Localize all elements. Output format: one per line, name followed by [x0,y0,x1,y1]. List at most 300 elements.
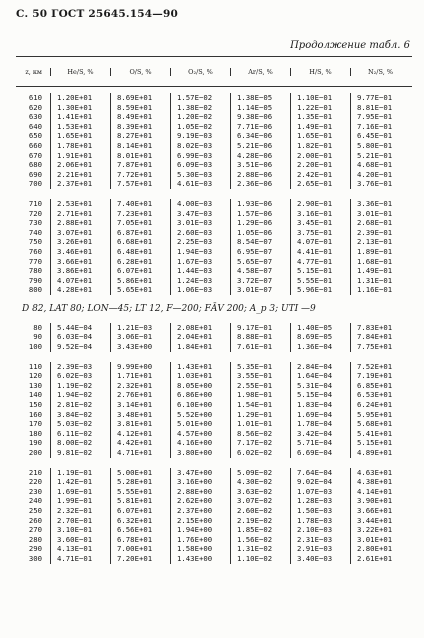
n2-cell: 1.49E−01 [350,266,410,276]
column-header-h: H/S, % [290,68,350,76]
o2-cell: 1.05E−02 [170,122,230,132]
he-cell: 1.91E+01 [50,151,110,161]
altitude-cell: 210 [28,467,42,477]
he-cell: 3.66E+01 [50,257,110,267]
altitude-cell: 640 [28,121,42,131]
column-header-ar: Ar/S, % [230,68,290,76]
row-block-3 [16,323,412,352]
table-row [16,554,412,564]
table-row [16,371,412,381]
he-cell: 4.28E+01 [50,285,110,295]
o-cell: 8.14E+01 [110,141,170,151]
h-cell: 2.10E−03 [290,525,350,535]
o-cell: 7.57E+01 [110,179,170,189]
altitude-cell: 630 [28,112,42,122]
o-cell: 3.81E+01 [110,419,170,429]
ar-cell: 3.01E−07 [230,285,290,295]
n2-cell: 3.76E−01 [350,179,410,189]
o2-cell: 1.03E+01 [170,371,230,381]
altitude-cell: 730 [28,218,42,228]
table-row [16,122,412,132]
o2-cell: 1.20E−02 [170,112,230,122]
altitude-cell: 240 [28,496,42,506]
table-row [16,332,412,342]
column-header-altitude: z, км [25,67,42,76]
table-row [16,410,412,420]
o2-cell: 4.57E+00 [170,429,230,439]
o-cell: 6.56E+01 [110,525,170,535]
h-cell: 1.50E−03 [290,506,350,516]
o-cell: 7.00E+01 [110,544,170,554]
o2-cell: 2.62E+00 [170,496,230,506]
o2-cell: 6.10E+00 [170,400,230,410]
he-cell: 3.10E−01 [50,525,110,535]
o-cell: 7.72E+01 [110,170,170,180]
o2-cell: 2.04E+01 [170,332,230,342]
he-cell: 2.21E+01 [50,170,110,180]
he-cell: 2.70E−01 [50,516,110,526]
altitude-cell: 250 [28,505,42,515]
ar-cell: 3.55E−01 [230,371,290,381]
h-cell: 2.31E−03 [290,535,350,545]
altitude-cell: 680 [28,160,42,170]
altitude-cell: 660 [28,140,42,150]
table-row [16,266,412,276]
table-row [16,237,412,247]
o-cell: 6.07E+01 [110,506,170,516]
ar-cell: 7.71E−06 [230,122,290,132]
o-cell: 8.39E+01 [110,122,170,132]
o-cell: 7.40E+01 [110,199,170,209]
altitude-cell: 180 [28,428,42,438]
n2-cell: 5.15E+01 [350,438,410,448]
ar-cell: 1.14E−05 [230,103,290,113]
table-row [16,525,412,535]
o-cell: 7.23E+01 [110,209,170,219]
h-cell: 2.42E−01 [290,170,350,180]
table-row [16,103,412,113]
he-cell: 6.03E−04 [50,332,110,342]
altitude-cell: 160 [28,409,42,419]
n2-cell: 5.80E−01 [350,141,410,151]
ar-cell: 5.65E−07 [230,257,290,267]
o2-cell: 2.88E+00 [170,487,230,497]
table-row [16,276,412,286]
o-cell: 5.65E+01 [110,285,170,295]
n2-cell: 3.36E−01 [350,199,410,209]
he-cell: 1.99E−01 [50,496,110,506]
he-cell: 1.53E+01 [50,122,110,132]
o2-cell: 1.06E−03 [170,285,230,295]
table-row [16,141,412,151]
table-row [16,247,412,257]
n2-cell: 4.63E+01 [350,468,410,478]
o-cell: 8.27E+01 [110,131,170,141]
he-cell: 3.60E−01 [50,535,110,545]
table-row [16,448,412,458]
o-cell: 4.71E+01 [110,448,170,458]
ar-cell: 1.01E−01 [230,419,290,429]
he-cell: 9.81E−02 [50,448,110,458]
o-cell: 3.06E−01 [110,332,170,342]
table-row [16,496,412,506]
altitude-cell: 790 [28,275,42,285]
o-cell: 4.42E+01 [110,438,170,448]
h-cell: 3.75E−01 [290,228,350,238]
ar-cell: 1.29E−01 [230,410,290,420]
h-cell: 1.69E−04 [290,410,350,420]
ar-cell: 1.93E−06 [230,199,290,209]
altitude-cell: 290 [28,544,42,554]
h-cell: 1.40E−05 [290,323,350,333]
he-cell: 1.65E+01 [50,131,110,141]
o2-cell: 8.02E−03 [170,141,230,151]
he-cell: 2.32E−01 [50,506,110,516]
o-cell: 4.12E+01 [110,429,170,439]
column-header-he: He/S, % [50,68,110,76]
he-cell: 4.07E+01 [50,276,110,286]
he-cell: 6.02E−03 [50,371,110,381]
o2-cell: 6.09E−03 [170,160,230,170]
n2-cell: 7.75E+01 [350,342,410,352]
column-header-o2: O₂/S, % [170,68,230,76]
ar-cell: 1.56E−02 [230,535,290,545]
he-cell: 1.94E−02 [50,390,110,400]
o-cell: 6.28E+01 [110,257,170,267]
o2-cell: 1.38E−02 [170,103,230,113]
n2-cell: 3.22E+01 [350,525,410,535]
he-cell: 3.84E−02 [50,410,110,420]
o2-cell: 2.15E+00 [170,516,230,526]
table-row [16,179,412,189]
table-row [16,342,412,352]
altitude-cell: 800 [28,285,42,295]
h-cell: 5.15E−01 [290,266,350,276]
o2-cell: 1.43E+00 [170,554,230,564]
o-cell: 1.21E−03 [110,323,170,333]
ar-cell: 6.02E−02 [230,448,290,458]
h-cell: 5.71E−04 [290,438,350,448]
ar-cell: 1.05E−06 [230,228,290,238]
n2-cell: 7.84E+01 [350,332,410,342]
altitude-cell: 280 [28,534,42,544]
n2-cell: 8.81E−01 [350,103,410,113]
o2-cell: 3.80E+00 [170,448,230,458]
ar-cell: 5.21E−06 [230,141,290,151]
altitude-cell: 190 [28,438,42,448]
h-cell: 1.22E−01 [290,103,350,113]
altitude-cell: 230 [28,486,42,496]
o-cell: 5.00E+01 [110,468,170,478]
n2-cell: 1.89E−01 [350,247,410,257]
table-row [16,362,412,372]
h-cell: 1.83E−04 [290,400,350,410]
table-row [16,93,412,103]
n2-cell: 5.21E−01 [350,151,410,161]
n2-cell: 4.68E−01 [350,160,410,170]
o-cell: 5.86E+01 [110,276,170,286]
table-row [16,468,412,478]
table-section-caption: D 82, LAT 80; LON—45; LT 12, F—200; FĀV 200; A_p 3; UTI —9 [22,303,316,314]
o-cell: 7.20E+01 [110,554,170,564]
altitude-cell: 130 [28,380,42,390]
data-table [16,56,412,564]
o-cell: 8.49E+01 [110,112,170,122]
he-cell: 1.30E+01 [50,103,110,113]
o2-cell: 2.37E+00 [170,506,230,516]
ar-cell: 3.72E−07 [230,276,290,286]
table-row [16,381,412,391]
column-header-n2: N₂/S, % [350,68,410,76]
ar-cell: 6.95E−07 [230,247,290,257]
n2-cell: 2.13E−01 [350,237,410,247]
h-cell: 6.69E−04 [290,448,350,458]
h-cell: 1.78E−03 [290,516,350,526]
he-cell: 6.11E−02 [50,429,110,439]
o-cell: 8.59E+01 [110,103,170,113]
h-cell: 2.90E−01 [290,199,350,209]
n2-cell: 1.68E−01 [350,257,410,267]
table-row [16,218,412,228]
h-cell: 1.78E−04 [290,419,350,429]
o2-cell: 3.47E+00 [170,468,230,478]
o-cell: 1.71E+01 [110,371,170,381]
h-cell: 1.64E−04 [290,371,350,381]
he-cell: 3.46E+01 [50,247,110,257]
ar-cell: 6.34E−06 [230,131,290,141]
n2-cell: 2.39E−01 [350,228,410,238]
he-cell: 1.69E−01 [50,487,110,497]
ar-cell: 9.17E−01 [230,323,290,333]
ar-cell: 4.30E−02 [230,477,290,487]
row-block-5 [16,468,412,564]
o2-cell: 1.43E+01 [170,362,230,372]
o2-cell: 2.25E−03 [170,237,230,247]
o2-cell: 1.94E−03 [170,247,230,257]
page-header: С. 50 ГОСТ 25645.154—90 [16,8,178,20]
o2-cell: 1.58E+00 [170,544,230,554]
altitude-cell: 110 [28,361,42,371]
o2-cell: 4.00E−03 [170,199,230,209]
altitude-cell: 90 [33,332,42,342]
h-cell: 2.84E−04 [290,362,350,372]
o-cell: 5.55E+01 [110,487,170,497]
he-cell: 1.19E−02 [50,381,110,391]
he-cell: 1.19E−01 [50,468,110,478]
n2-cell: 7.95E−01 [350,112,410,122]
n2-cell: 5.68E+01 [350,419,410,429]
table-row [16,170,412,180]
o2-cell: 5.30E−03 [170,170,230,180]
table-row [16,429,412,439]
o-cell: 6.07E+01 [110,266,170,276]
he-cell: 2.71E+01 [50,209,110,219]
table-row [16,516,412,526]
h-cell: 7.64E−04 [290,468,350,478]
he-cell: 2.39E−03 [50,362,110,372]
table-row [16,487,412,497]
o2-cell: 2.08E+01 [170,323,230,333]
h-cell: 4.07E−01 [290,237,350,247]
altitude-cell: 690 [28,169,42,179]
table-row [16,131,412,141]
he-cell: 5.44E−04 [50,323,110,333]
ar-cell: 1.85E−02 [230,525,290,535]
he-cell: 1.78E+01 [50,141,110,151]
he-cell: 2.37E+01 [50,179,110,189]
he-cell: 2.53E+01 [50,199,110,209]
h-cell: 3.16E−01 [290,209,350,219]
table-row [16,419,412,429]
ar-cell: 4.28E−06 [230,151,290,161]
altitude-cell: 200 [28,448,42,457]
he-cell: 2.81E−02 [50,400,110,410]
table-row [16,257,412,267]
n2-cell: 4.20E−01 [350,170,410,180]
row-block-2 [16,199,412,295]
altitude-cell: 120 [28,371,42,381]
o2-cell: 6.99E−03 [170,151,230,161]
o-cell: 6.32E+01 [110,516,170,526]
ar-cell: 1.38E−05 [230,93,290,103]
ar-cell: 2.55E−01 [230,381,290,391]
o2-cell: 1.84E+01 [170,342,230,352]
ar-cell: 5.09E−02 [230,468,290,478]
o2-cell: 1.57E−02 [170,93,230,103]
table-row [16,506,412,516]
he-cell: 3.86E+01 [50,266,110,276]
ar-cell: 5.35E−01 [230,362,290,372]
he-cell: 1.20E+01 [50,93,110,103]
o-cell: 3.48E+01 [110,410,170,420]
h-cell: 4.77E−01 [290,257,350,267]
he-cell: 3.26E+01 [50,237,110,247]
h-cell: 4.41E−01 [290,247,350,257]
altitude-cell: 140 [28,390,42,400]
o-cell: 6.48E+01 [110,247,170,257]
o2-cell: 1.67E−03 [170,257,230,267]
h-cell: 5.55E−01 [290,276,350,286]
o2-cell: 4.61E−03 [170,179,230,189]
ar-cell: 4.58E−07 [230,266,290,276]
h-cell: 5.31E−04 [290,381,350,391]
table-row [16,323,412,333]
ar-cell: 1.54E−01 [230,400,290,410]
table-row [16,199,412,209]
table-row [16,112,412,122]
h-cell: 3.40E−03 [290,554,350,564]
h-cell: 1.35E−01 [290,112,350,122]
n2-cell: 7.83E+01 [350,323,410,333]
o2-cell: 3.16E+00 [170,477,230,487]
ar-cell: 3.63E−02 [230,487,290,497]
table-row [16,438,412,448]
ar-cell: 1.31E−02 [230,544,290,554]
altitude-cell: 220 [28,477,42,487]
ar-cell: 3.07E−02 [230,496,290,506]
altitude-cell: 610 [28,93,42,102]
ar-cell: 1.98E−01 [230,390,290,400]
n2-cell: 4.89E+01 [350,448,410,458]
he-cell: 4.13E−01 [50,544,110,554]
he-cell: 8.00E−02 [50,438,110,448]
o-cell: 6.68E+01 [110,237,170,247]
he-cell: 9.52E−04 [50,342,110,352]
n2-cell: 3.01E−01 [350,209,410,219]
n2-cell: 3.66E+01 [350,506,410,516]
row-block-4 [16,362,412,458]
ar-cell: 9.38E−06 [230,112,290,122]
altitude-cell: 260 [28,515,42,525]
table-row [16,160,412,170]
h-cell: 2.91E−03 [290,544,350,554]
table-row [16,535,412,545]
altitude-cell: 770 [28,256,42,266]
table-row [16,209,412,219]
ar-cell: 2.19E−02 [230,516,290,526]
n2-cell: 2.80E+01 [350,544,410,554]
h-cell: 1.49E−01 [290,122,350,132]
altitude-cell: 670 [28,150,42,160]
n2-cell: 3.90E+01 [350,496,410,506]
he-cell: 5.03E−02 [50,419,110,429]
o2-cell: 5.52E+00 [170,410,230,420]
o2-cell: 1.94E+00 [170,525,230,535]
table-row [16,477,412,487]
h-cell: 3.42E−04 [290,429,350,439]
h-cell: 8.69E−05 [290,332,350,342]
n2-cell: 9.77E−01 [350,93,410,103]
o-cell: 2.32E+01 [110,381,170,391]
n2-cell: 5.95E+01 [350,410,410,420]
o-cell: 5.28E+01 [110,477,170,487]
h-cell: 5.15E−04 [290,390,350,400]
ar-cell: 8.56E−02 [230,429,290,439]
n2-cell: 7.52E+01 [350,362,410,372]
h-cell: 2.20E−01 [290,160,350,170]
n2-cell: 7.16E−01 [350,122,410,132]
ar-cell: 2.36E−06 [230,179,290,189]
column-header-o: O/S, % [110,68,170,76]
o-cell: 3.43E+00 [110,342,170,352]
altitude-cell: 780 [28,266,42,276]
o2-cell: 1.76E+00 [170,535,230,545]
n2-cell: 1.31E−01 [350,276,410,286]
ar-cell: 8.88E−01 [230,332,290,342]
he-cell: 4.71E−01 [50,554,110,564]
o2-cell: 3.47E−03 [170,209,230,219]
o2-cell: 2.60E−03 [170,228,230,238]
n2-cell: 5.41E+01 [350,429,410,439]
o2-cell: 4.16E+00 [170,438,230,448]
o2-cell: 1.24E−03 [170,276,230,286]
altitude-cell: 740 [28,227,42,237]
h-cell: 1.82E−01 [290,141,350,151]
altitude-cell: 620 [28,102,42,112]
table-row [16,390,412,400]
table-row [16,228,412,238]
n2-cell: 4.14E+01 [350,487,410,497]
o-cell: 7.05E+01 [110,218,170,228]
he-cell: 1.42E−01 [50,477,110,487]
n2-cell: 2.68E−01 [350,218,410,228]
ar-cell: 1.10E−02 [230,554,290,564]
o-cell: 5.81E+01 [110,496,170,506]
altitude-cell: 170 [28,419,42,429]
h-cell: 1.10E−01 [290,93,350,103]
altitude-cell: 80 [33,322,42,332]
he-cell: 2.88E+01 [50,218,110,228]
